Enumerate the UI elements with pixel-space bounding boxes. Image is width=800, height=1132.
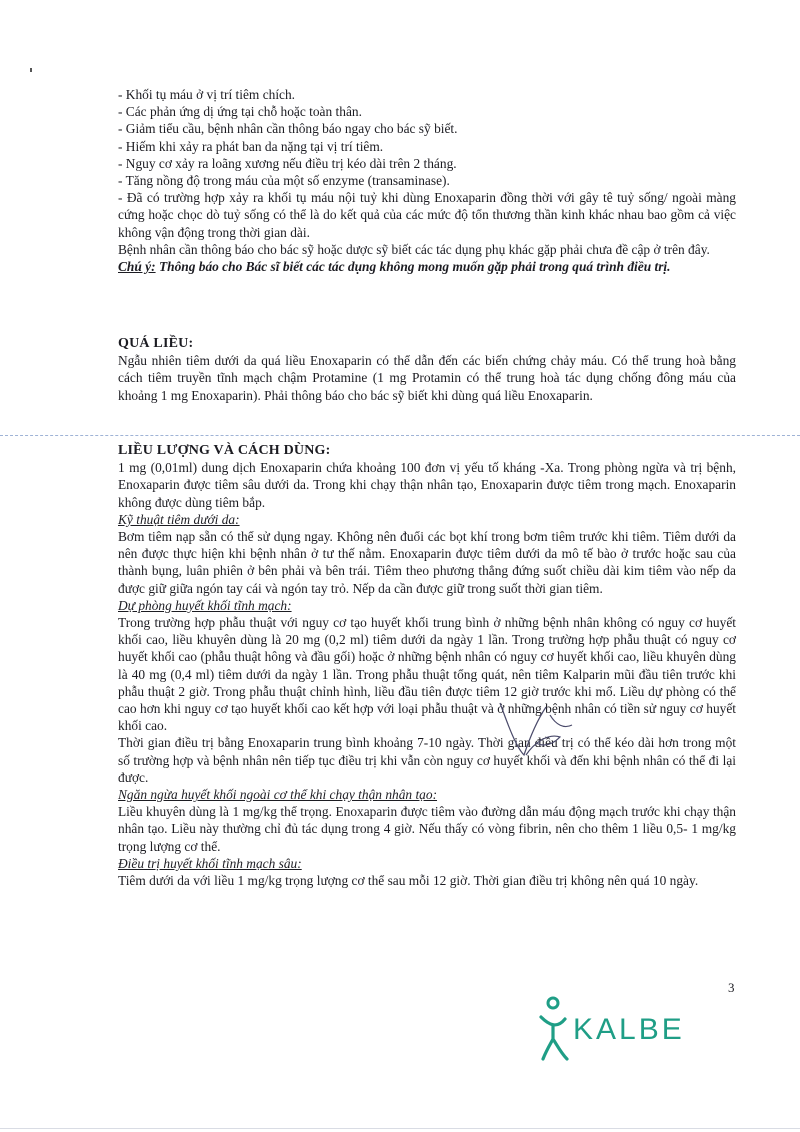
side-effects-list: [118, 86, 736, 275]
hemodialysis-text: Liều khuyên dùng là 1 mg/kg thể trọng. Enoxaparin được tiêm vào đường dẫn máu động mạch trước khi chạy thận nhân tạo. Liều này thường chỉ đủ tác dụng trong 4 giờ. Nếu thấy có vòng fibrin, nên cho thêm 1 liều 0,5- 1 mg/kg trọng lượng cơ thể.: [118, 804, 736, 854]
side-effect-item: - Các phản ứng dị ứng tại chỗ hoặc toàn thân.: [118, 104, 362, 120]
overdose-heading: QUÁ LIỀU:: [118, 336, 194, 351]
kalbe-logo-text: KALBE: [573, 1013, 685, 1046]
hemodialysis-title: Ngăn ngừa huyết khối ngoài cơ thể khi chạy thận nhân tạo:: [118, 787, 438, 803]
vte-prophylaxis-text: Trong trường hợp phẫu thuật với nguy cơ tạo huyết khối trung bình ở những bệnh nhân không có nguy cơ huyết khối cao, liều khuyên dùng là 20 mg (0,2 ml) tiêm dưới da ngày 1 lần. Trong trường hợp phẫu thuật có nguy cơ huyết khối cao (phẫu thuật hông và đầu gối) hoặc ở những bệnh nhân có nguy cơ huyết khối cao, liều khuyên dùng là 40 mg (0,4 ml) tiêm dưới da ngày 1 lần. Trong phẫu thuật tổng quát, nên tiêm Kalparin mũi đầu tiên trước khi phẫu thuật 2 giờ. Trong phẫu thuật chỉnh hình, liều đầu tiên được tiêm 12 giờ trước khi mổ. Liều dự phòng có thể cao hơn khi nguy cơ tạo huyết khối cao kết hợp với loại phẫu thuật và ở những bệnh nhân có tiền sử nguy cơ huyết khối cao.: [118, 615, 736, 734]
side-effect-item: - Đã có trường hợp xảy ra khối tụ máu nội tuỷ khi dùng Enoxaparin đồng thời với gây tê tuỷ sống/ ngoài màng cứng hoặc chọc dò tuỷ sống có thể là do kết quả của các mức độ tổn thương thần kinh khác nhau bao gồm cả việc không vận động trong thời gian dài.: [118, 190, 736, 240]
subcutaneous-technique-title: Kỹ thuật tiêm dưới da:: [118, 511, 240, 527]
dosage-section: [118, 442, 736, 889]
subcutaneous-technique-text: Bơm tiêm nạp sẵn có thể sử dụng ngay. Không nên đuổi các bọt khí trong bơm tiêm trước khi tiêm. Tiêm dưới da nên được thực hiện khi bệnh nhân ở tư thế nằm. Enoxaparin được tiêm dưới da mô tế bào ở trước hoặc sau của thành bụng, luân phiên ở bên phải và bên trái. Tiêm theo phương thẳng đứng suốt chiều dài kim tiêm vào nếp da được giữ giữa ngón tay cái và ngón tay trỏ. Nếp da cần được giữ trong suốt thời gian tiêm.: [118, 529, 736, 596]
scan-mark: [30, 68, 32, 72]
overdose-section: [118, 335, 736, 404]
dosage-intro: 1 mg (0,01ml) dung dịch Enoxaparin chứa khoảng 100 đơn vị yếu tố kháng -Xa. Trong phòng ngừa và trị bệnh, Enoxaparin được tiêm sâu dưới da. Trong khi chạy thận nhân tạo, Enoxaparin được tiêm trong mạch. Enoxaparin không được dùng tiêm bắp.: [118, 460, 736, 510]
dvt-treatment-title: Điều trị huyết khối tĩnh mạch sâu:: [118, 855, 302, 871]
vte-prophylaxis-title: Dự phòng huyết khối tĩnh mạch:: [118, 597, 292, 613]
section-divider: [0, 435, 800, 436]
page-bottom-border: [0, 1128, 800, 1129]
kalbe-figure-icon: [535, 995, 575, 1065]
report-instruction: Bệnh nhân cần thông báo cho bác sỹ hoặc dược sỹ biết các tác dụng phụ khác gặp phải chưa đề cập ở trên đây.: [118, 241, 710, 257]
note-text: Thông báo cho Bác sĩ biết các tác dụng không mong muốn gặp phải trong quá trình điều trị.: [158, 259, 671, 275]
side-effect-item: - Hiếm khi xảy ra phát ban da nặng tại vị trí tiêm.: [118, 138, 384, 154]
side-effect-item: - Giảm tiểu cầu, bệnh nhân cần thông báo ngay cho bác sỹ biết.: [118, 121, 458, 137]
overdose-text: Ngẫu nhiên tiêm dưới da quá liều Enoxaparin có thể dẫn đến các biến chứng chảy máu. Có thể trung hoà bằng cách tiêm truyền tĩnh mạch chậm Protamine (1 mg Protamin có thể trung hoà tác dụng chống đông máu của khoảng 1 mg Enoxaparin). Phải thông báo cho bác sỹ biết khi dùng quá liều Enoxaparin.: [118, 353, 736, 403]
side-effect-item: - Nguy cơ xảy ra loãng xương nếu điều trị kéo dài trên 2 tháng.: [118, 155, 457, 171]
treatment-duration-text: Thời gian điều trị bằng Enoxaparin trung bình khoảng 7-10 ngày. Thời gian điều trị có thể kéo dài hơn trong một số trường hợp và bệnh nhân nên tiếp tục điều trị khi vẫn còn nguy cơ huyết khối và đến khi bệnh nhân có thể đi lại được.: [118, 735, 736, 785]
kalbe-logo: [535, 995, 705, 1065]
dosage-heading: LIỀU LƯỢNG VÀ CÁCH DÙNG:: [118, 443, 331, 458]
dvt-treatment-text: Tiêm dưới da với liều 1 mg/kg trọng lượng cơ thể sau mỗi 12 giờ. Thời gian điều trị không nên quá 10 ngày.: [118, 873, 699, 889]
side-effect-item: - Khối tụ máu ở vị trí tiêm chích.: [118, 87, 296, 102]
note-paragraph: [118, 258, 736, 275]
side-effect-item: - Tăng nồng độ trong máu của một số enzyme (transaminase).: [118, 173, 450, 189]
note-label: Chú ý:: [118, 259, 156, 275]
handwritten-signature: [490, 685, 580, 775]
page-number: 3: [728, 980, 735, 995]
